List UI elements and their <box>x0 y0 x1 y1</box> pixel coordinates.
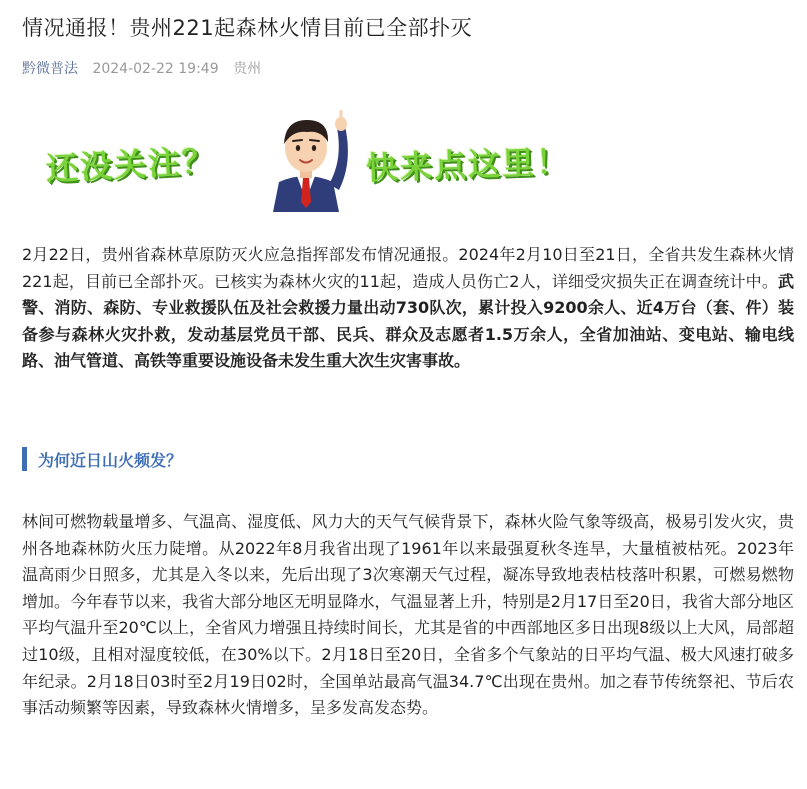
cause-paragraph: 林间可燃物载量增多、气温高、湿度低、风力大的天气气候背景下，森林火险气象等级高，极易引发火灾，贵州各地森林防火压力陡增。从2022年8月我省出现了1961年以来最强夏秋冬连旱，大量植被枯死。2023年温高雨少日照多，尤其是入冬以来，先后出现了3次寒潮天气过程，凝冻导致地表枯枝落叶积累，可燃易燃物增加。今年春节以来，我省大部分地区无明显降水，气温显著上升，特别是2月17日至20日，我省大部分地区平均气温升至20℃以上，全省风力增强且持续时间长，尤其是省的中西部地区多日出现8级以上大风，局部超过10级，且相对湿度较低，在30%以下。2月18日至20日，全省多个气象站的日平均气温、极大风速打破多年纪录。2月18日03时至2月19日02时，全国单站最高气温34.7℃出现在贵州。加之春节传统祭祀、节后农事活动频繁等因素，导致森林火情增多，呈多发高发态势。 <box>22 512 794 718</box>
intro-paragraph-normal: 2月22日，贵州省森林草原防灭火应急指挥部发布情况通报。2024年2月10日至21日，全省共发生森林火情221起，目前已全部扑灭。已核实为森林火灾的11起，造成人员伤亡2人，详细受灾损失正在调查统计中。 <box>22 245 794 291</box>
follow-banner-image[interactable] <box>46 110 586 212</box>
intro-paragraph-bold: 武警、消防、森防、专业救援队伍及社会救援力量出动730队次，累计投入9200余人、近4万台（套、件）装备参与森林火灾扑救，发动基层党员干部、民兵、群众及志愿者1.5万余人，全省加油站、变电站、输电线路、油气管道、高铁等重要设施设备未发生重大次生灾害事故。 <box>22 271 794 371</box>
section-heading-text: 为何近日山火频发？ <box>38 450 183 470</box>
cartoon-man-pointing-icon <box>251 110 361 212</box>
section-accent-bar <box>22 447 27 471</box>
publish-location: 贵州 <box>233 61 262 77</box>
banner-left-text: 还没关注？ <box>45 141 217 189</box>
intro-paragraph <box>22 242 794 375</box>
article-title: 情况通报！贵州221起森林火情目前已全部扑灭 <box>22 16 473 40</box>
account-name-link[interactable]: 黔微普法 <box>22 61 78 77</box>
section-heading <box>22 446 182 472</box>
banner-right-text: 快来点这里！ <box>365 142 571 188</box>
article-meta <box>22 58 261 78</box>
publish-date: 2024-02-22 19:49 <box>92 61 219 77</box>
